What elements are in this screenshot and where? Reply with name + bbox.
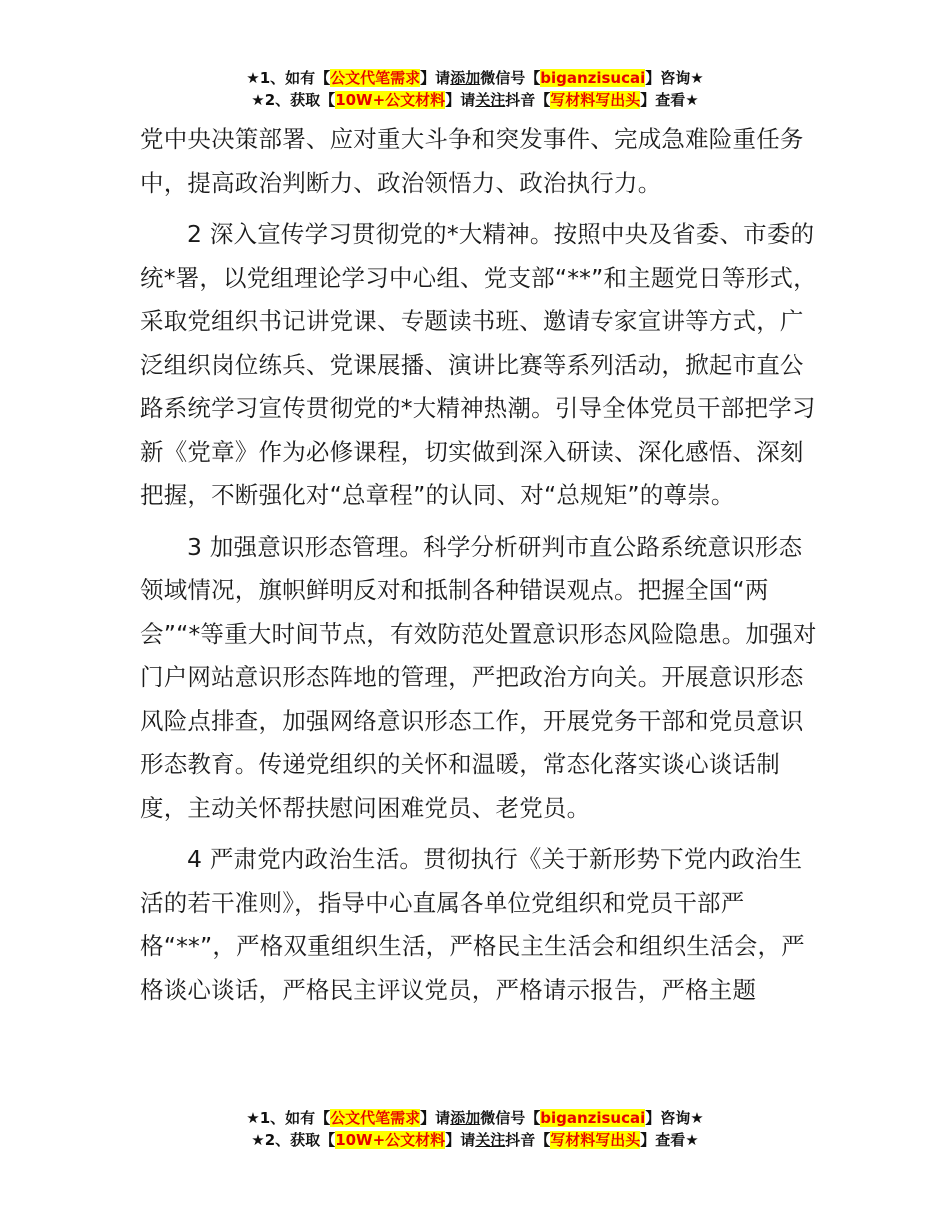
header-banner xyxy=(0,67,950,111)
banner-line-1 xyxy=(0,1107,950,1129)
banner-text: 】请 xyxy=(420,69,451,87)
banner-highlight: 10W+公文材料 xyxy=(335,1131,446,1149)
banner-underlined: 添加 xyxy=(450,1109,481,1127)
paragraph-4: 4 严肃党内政治生活。贯彻执行《关于新形势下党内政治生活的若干准则》，指导中心直属各单位党组织和党员干部严格“**”，严格双重组织生活，严格民主生活会和组织生活会，严格谈心谈话，严格民主评议党员，严格请示报告，严格主题 xyxy=(140,845,805,1004)
banner-highlight: 10W+公文材料 xyxy=(335,91,446,109)
banner-text: 】请 xyxy=(420,1109,451,1127)
banner-line-2 xyxy=(0,1129,950,1151)
banner-text: 微信号【 xyxy=(480,1109,541,1127)
banner-highlight: 写材料写出头 xyxy=(550,91,641,109)
banner-highlight: 公文代笔需求 xyxy=(330,69,421,87)
paragraph-2: 2 深入宣传学习贯彻党的*大精神。按照中央及省委、市委的统*署，以党组理论学习中心组、党支部“**”和主题党日等形式，采取党组织书记讲党课、专题读书班、邀请专家宣讲等方式，广泛组织岗位练兵、党课展播、演讲比赛等系列活动，掀起市直公路系统学习宣传贯彻党的*大精神热潮。引导全体党员干部把学习新《党章》作为必修课程，切实做到深入研读、深化感悟、深刻把握，不断强化对“总章程”的认同、对“总规矩”的尊崇。 xyxy=(140,220,817,509)
banner-text: 】请 xyxy=(445,1131,476,1149)
banner-text: 】咨询★ xyxy=(645,69,704,87)
banner-underlined: 关注 xyxy=(475,91,506,109)
banner-highlight: 写材料写出头 xyxy=(550,1131,641,1149)
banner-text: ★1、如有【 xyxy=(246,69,331,87)
banner-text: 抖音【 xyxy=(505,1131,551,1149)
banner-text: ★2、获取【 xyxy=(251,1131,336,1149)
document-body xyxy=(140,118,820,1012)
banner-text: ★1、如有【 xyxy=(246,1109,331,1127)
banner-text: 抖音【 xyxy=(505,91,551,109)
banner-highlight: biganzisucai xyxy=(540,1109,646,1127)
banner-underlined: 关注 xyxy=(475,1131,506,1149)
banner-underlined: 添加 xyxy=(450,69,481,87)
banner-highlight: 公文代笔需求 xyxy=(330,1109,421,1127)
banner-text: 微信号【 xyxy=(480,69,541,87)
banner-line-2 xyxy=(0,89,950,111)
paragraph-3: 3 加强意识形态管理。科学分析研判市直公路系统意识形态领域情况，旗帜鲜明反对和抵制各种错误观点。把握全国“两会”“*等重大时间节点，有效防范处置意识形态风险隐患。加强对门户网站意识形态阵地的管理，严把政治方向关。开展意识形态风险点排查，加强网络意识形态工作，开展党务干部和党员意识形态教育。传递党组织的关怀和温暖，常态化落实谈心谈话制度，主动关怀帮扶慰问困难党员、老党员。 xyxy=(140,532,817,822)
banner-highlight: biganzisucai xyxy=(540,69,646,87)
footer-banner xyxy=(0,1107,950,1151)
banner-text: 】查看★ xyxy=(640,1131,699,1149)
banner-line-1 xyxy=(0,67,950,89)
lead-paragraph: 党中央决策部署、应对重大斗争和突发事件、完成急难险重任务中，提高政治判断力、政治领悟力、政治执行力。 xyxy=(140,125,804,197)
banner-text: 】咨询★ xyxy=(645,1109,704,1127)
banner-text: ★2、获取【 xyxy=(251,91,336,109)
banner-text: 】查看★ xyxy=(640,91,699,109)
banner-text: 】请 xyxy=(445,91,476,109)
